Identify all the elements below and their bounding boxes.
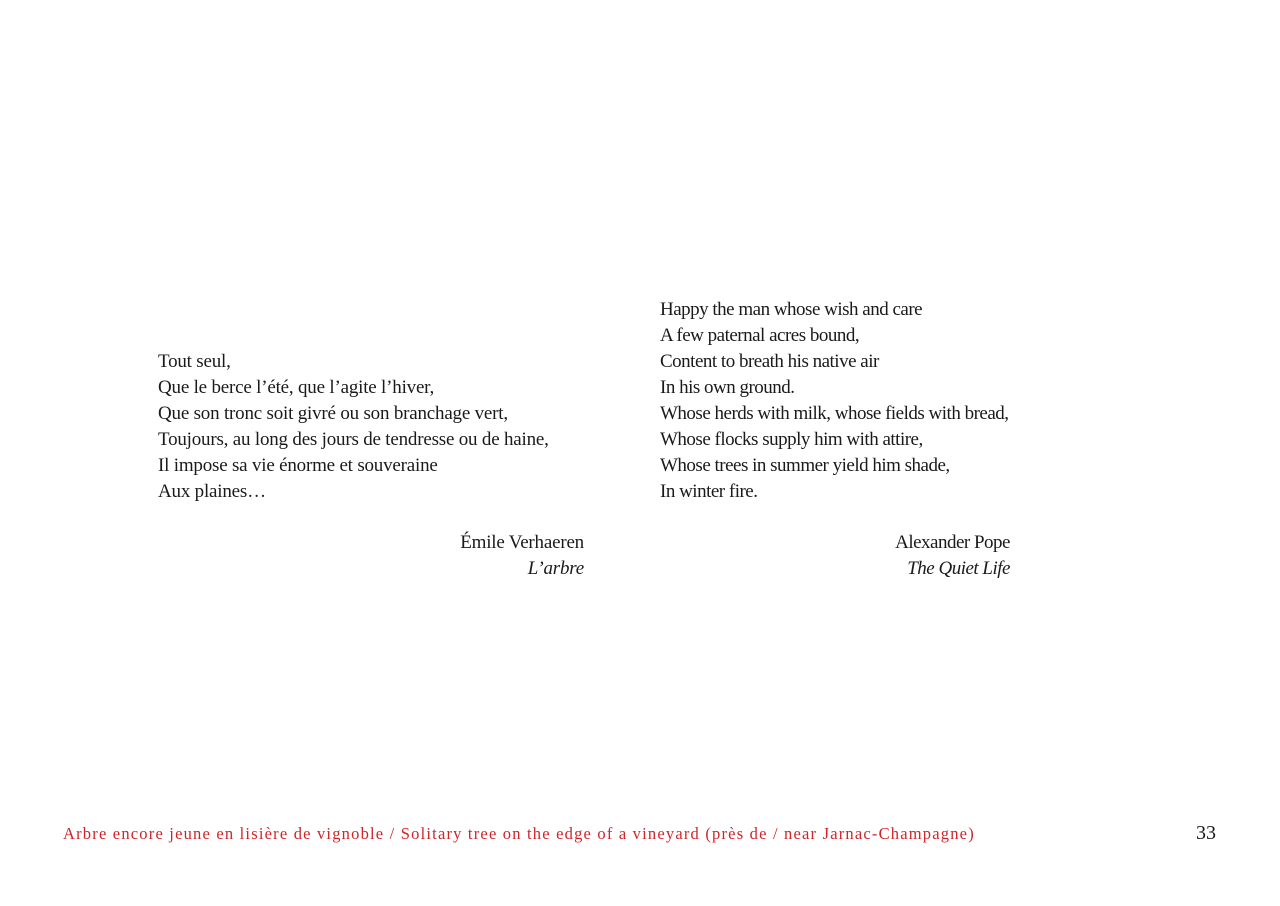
poem-verses (660, 297, 1010, 505)
pope-poem (660, 297, 1010, 582)
poem-attribution (660, 530, 1010, 582)
poem-attribution (158, 530, 584, 582)
verse-line: Whose trees in summer yield him shade, (660, 455, 950, 476)
verse-line: Tout seul, (158, 351, 231, 372)
verse-line: A few paternal acres bound, (660, 325, 860, 346)
verse-line: Whose herds with milk, whose fields with bread, (660, 403, 1009, 424)
verse-line: Que le berce l’été, que l’agite l’hiver, (158, 377, 435, 398)
poem-verses (158, 349, 584, 505)
verse-line: Aux plaines… (158, 481, 266, 502)
poem-work-title: L’arbre (527, 558, 584, 579)
verse-line: Happy the man whose wish and care (660, 299, 923, 320)
poem-author: Émile Verhaeren (460, 532, 584, 553)
verse-line: Content to breath his native air (660, 351, 879, 372)
page-number: 33 (1196, 822, 1216, 844)
verse-line: In winter fire. (660, 481, 758, 502)
verhaeren-poem (158, 349, 584, 582)
verse-line: Toujours, au long des jours de tendresse ou de haine, (158, 429, 549, 450)
photo-caption: Arbre encore jeune en lisière de vignoble / Solitary tree on the edge of a vineyard (près de / near Jarnac-Champagne) (63, 824, 975, 843)
verse-line: Il impose sa vie énorme et souveraine (158, 455, 438, 476)
verse-line: Que son tronc soit givré ou son branchage vert, (158, 403, 508, 424)
poem-work-title: The Quiet Life (907, 558, 1010, 579)
verse-line: Whose flocks supply him with attire, (660, 429, 923, 450)
verse-line: In his own ground. (660, 377, 795, 398)
poem-author: Alexander Pope (895, 532, 1010, 553)
